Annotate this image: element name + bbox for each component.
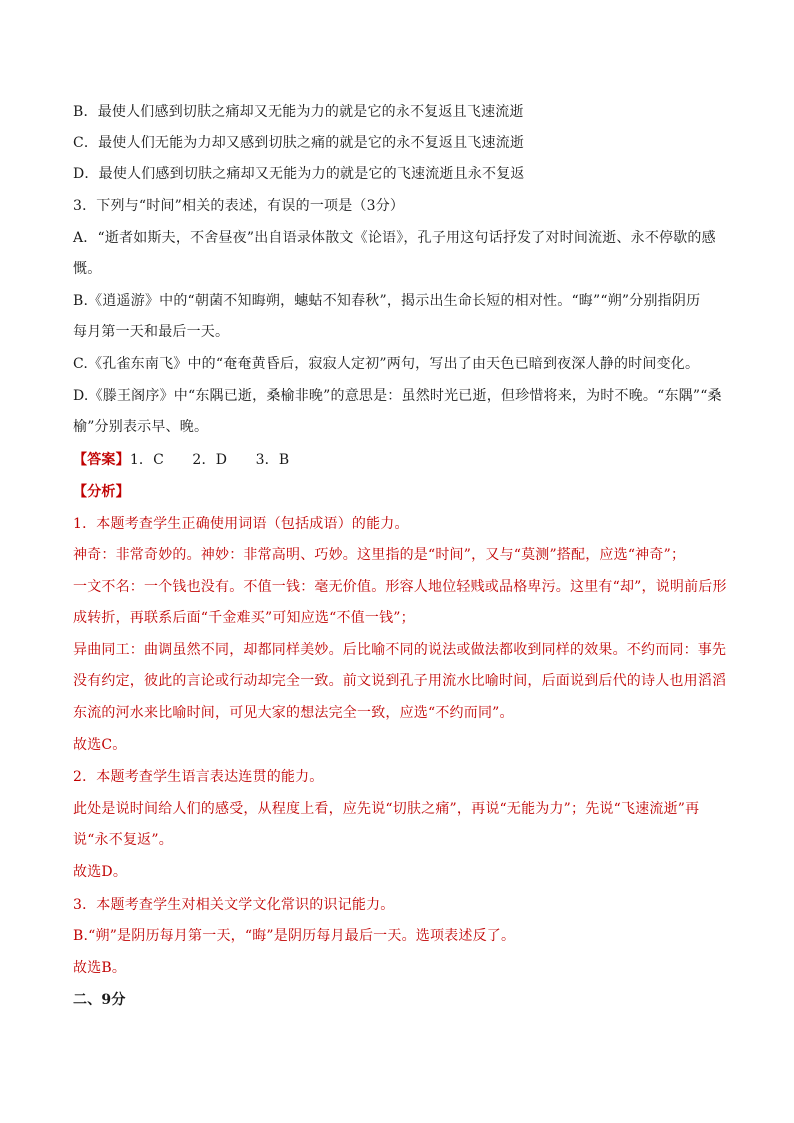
q3-option-b-line2: 每月第一天和最后一天。 xyxy=(73,324,230,340)
analysis-label: 【分析】 xyxy=(73,484,130,500)
q3-option-d-line2: 榆”分别表示早、晚。 xyxy=(73,419,209,435)
analysis-line: 故选C。 xyxy=(73,737,127,753)
analysis-line: 东流的河水来比喻时间，可见大家的想法完全一致，应选“不约而同”。 xyxy=(73,705,514,721)
analysis-line: 2．本题考查学生语言表达连贯的能力。 xyxy=(73,769,324,785)
analysis-line: 说“永不复返”。 xyxy=(73,832,173,848)
answer-row xyxy=(73,450,723,470)
analysis-line: 3．本题考查学生对相关文学文化常识的识记能力。 xyxy=(73,897,395,913)
analysis-line: 此处是说时间给人们的感受，从程度上看，应先说“切肤之痛”，再说“无能为力”；先说“飞速流逝”再 xyxy=(73,801,700,817)
option-d: D．最使人们感到切肤之痛却又无能为力的就是它的飞速流逝且永不复返 xyxy=(73,166,525,182)
analysis-line: 没有约定，彼此的言论或行动却完全一致。前文说到孔子用流水比喻时间，后面说到后代的诗人也用滔滔 xyxy=(73,673,727,689)
analysis-line: 神奇：非常奇妙的。神妙：非常高明、巧妙。这里指的是“时间”，又与“莫测”搭配，应选“神奇”； xyxy=(73,547,686,563)
analysis-line: 异曲同工：曲调虽然不同，却都同样美妙。后比喻不同的说法或做法都收到同样的效果。不约而同：事先 xyxy=(73,642,727,658)
q3-option-a-line2: 慨。 xyxy=(73,261,102,277)
analysis-line: 一文不名：一个钱也没有。不值一钱：毫无价值。形容人地位轻贱或品格卑污。这里有“却”，说明前后形 xyxy=(73,579,727,595)
question-3-stem: 3．下列与“时间”相关的表述，有误的一项是（3分） xyxy=(73,198,405,214)
answer-label: 【答案】 xyxy=(73,452,130,468)
q3-option-a-line1: A．“逝者如斯夫，不舍昼夜”出自语录体散文《论语》，孔子用这句话抒发了对时间流逝、永不停歇的感 xyxy=(73,230,716,246)
q3-option-c: C.《孔雀东南飞》中的“奄奄黄昏后，寂寂人定初”两句，写出了由天色已暗到夜深人静的时间变化。 xyxy=(73,356,700,372)
answer-text: 1．C 2．D 3．B xyxy=(129,452,290,468)
analysis-line: 故选B。 xyxy=(73,960,127,976)
analysis-line: 成转折，再联系后面“千金难买”可知应选“不值一钱”； xyxy=(73,610,415,626)
analysis-line: 1．本题考查学生正确使用词语（包括成语）的能力。 xyxy=(73,516,409,532)
section-heading: 二、9分 xyxy=(73,992,126,1008)
q3-option-d-line1: D.《滕王阁序》中“东隅已逝，桑榆非晚”的意思是：虽然时光已逝，但珍惜将来，为时不晚。“东隅”“桑 xyxy=(73,388,722,404)
q3-option-b-line1: B.《逍遥游》中的“朝菌不知晦朔，蟪蛄不知春秋”，揭示出生命长短的相对性。“晦”“朔”分别指阴历 xyxy=(73,293,701,309)
analysis-line: 故选D。 xyxy=(73,864,128,880)
analysis-line: B.“朔”是阴历每月第一天，“晦”是阴历每月最后一天。选项表述反了。 xyxy=(73,928,516,944)
option-b: B．最使人们感到切肤之痛却又无能为力的就是它的永不复返且飞速流逝 xyxy=(73,104,524,120)
option-c: C．最使人们无能为力却又感到切肤之痛的就是它的永不复返且飞速流逝 xyxy=(73,135,525,151)
